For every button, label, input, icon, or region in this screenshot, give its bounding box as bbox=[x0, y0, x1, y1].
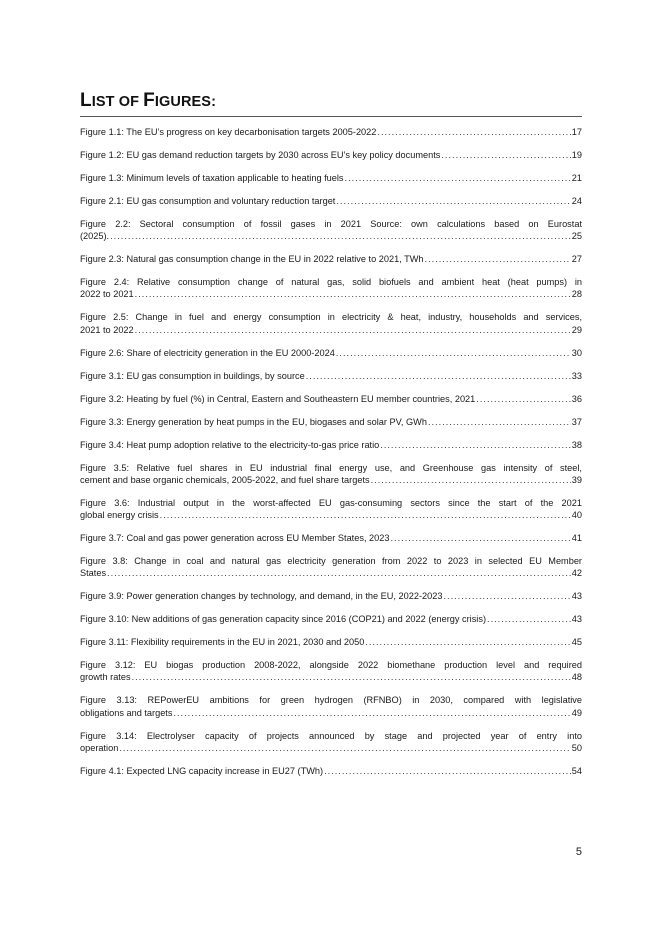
toc-entry-title-line2: States bbox=[80, 568, 107, 579]
toc-entry[interactable] bbox=[80, 126, 582, 138]
toc-entry-title-line2: 2021 to 2022 bbox=[80, 324, 134, 335]
toc-entry[interactable] bbox=[80, 765, 582, 777]
dot-leader bbox=[345, 172, 571, 184]
dot-leader bbox=[371, 474, 571, 486]
toc-entry[interactable] bbox=[80, 347, 582, 359]
toc-entry[interactable] bbox=[80, 311, 582, 335]
toc-entry-title-line1: Figure 2.5: Change in fuel and energy consumption in electricity & heat, industry, households and services, bbox=[80, 312, 582, 323]
toc-entry-page: 49 bbox=[571, 707, 582, 718]
toc-entry-page: 24 bbox=[571, 196, 582, 206]
toc-entry-page: 43 bbox=[571, 591, 582, 602]
toc-entry-title: Figure 1.2: EU gas demand reduction targets by 2030 across EU’s key policy documents bbox=[80, 150, 441, 160]
dot-leader bbox=[324, 765, 571, 777]
dot-leader bbox=[476, 393, 570, 405]
toc-entry-page: 17 bbox=[571, 127, 582, 137]
toc-entry-title: Figure 3.9: Power generation changes by technology, and demand, in the EU, 2022-2023 bbox=[80, 591, 443, 602]
dot-leader bbox=[336, 347, 571, 359]
toc-entry-title-line1: Figure 3.12: EU biogas production 2008-2022, alongside 2022 biomethane production level and required bbox=[80, 660, 582, 671]
toc-entry-title: Figure 3.3: Energy generation by heat pumps in the EU, biogases and solar PV, GWh bbox=[80, 416, 427, 427]
toc-entry-title: Figure 1.1: The EU’s progress on key decarbonisation targets 2005-2022 bbox=[80, 127, 377, 137]
dot-leader bbox=[306, 370, 571, 382]
toc-entry[interactable] bbox=[80, 439, 582, 451]
toc-entry-title-line2: growth rates bbox=[80, 672, 131, 683]
toc-entry-title-line1: Figure 2.4: Relative consumption change of natural gas, solid biofuels and ambient heat (heat pumps) in bbox=[80, 277, 582, 288]
toc-entry[interactable] bbox=[80, 497, 582, 521]
toc-entry[interactable] bbox=[80, 149, 582, 161]
toc-entry-title: Figure 3.2: Heating by fuel (%) in Central, Eastern and Southeastern EU member countries, 2021 bbox=[80, 393, 476, 404]
toc-entry[interactable] bbox=[80, 555, 582, 579]
dot-leader bbox=[441, 149, 570, 161]
toc-entry[interactable] bbox=[80, 694, 582, 718]
toc-entry-page: 28 bbox=[571, 289, 582, 300]
dot-leader bbox=[443, 590, 570, 602]
toc-entry-page: 38 bbox=[571, 439, 582, 450]
dot-leader bbox=[428, 416, 571, 428]
dot-leader bbox=[380, 439, 571, 451]
dot-leader bbox=[487, 613, 571, 625]
toc-entry-title: Figure 1.3: Minimum levels of taxation applicable to heating fuels bbox=[80, 173, 344, 183]
toc-entry-title-line1: Figure 3.13: REPowerEU ambitions for green hydrogen (RFNBO) in 2030, compared with legislative bbox=[80, 695, 582, 706]
dot-leader bbox=[390, 532, 570, 544]
toc-entry-page: 40 bbox=[571, 510, 582, 521]
toc-entry[interactable] bbox=[80, 532, 582, 544]
toc-entry-page: 42 bbox=[571, 568, 582, 579]
title-underline bbox=[80, 116, 582, 117]
toc-entry-title: Figure 2.1: EU gas consumption and voluntary reduction target bbox=[80, 196, 336, 206]
toc-entry-page: 39 bbox=[571, 474, 582, 485]
toc-entry-title: Figure 2.6: Share of electricity generation in the EU 2000-2024 bbox=[80, 347, 335, 358]
toc-entry[interactable] bbox=[80, 393, 582, 405]
toc-entry[interactable] bbox=[80, 730, 582, 754]
toc-entry-page: 33 bbox=[571, 370, 582, 381]
toc-entry-title-line2: 2022 to 2021 bbox=[80, 289, 134, 300]
toc-entry[interactable] bbox=[80, 172, 582, 184]
dot-leader bbox=[173, 707, 570, 719]
toc-entry-title-line1: Figure 3.14: Electrolyser capacity of projects announced by stage and projected year of entry into bbox=[80, 730, 582, 741]
list-of-figures bbox=[80, 126, 582, 788]
toc-entry-title: Figure 3.1: EU gas consumption in buildings, by source bbox=[80, 370, 305, 381]
toc-entry-title-line1: Figure 3.6: Industrial output in the worst-affected EU gas-consuming sectors since the start of the 2021 bbox=[80, 497, 582, 508]
toc-entry-page: 29 bbox=[571, 324, 582, 335]
toc-entry-title: Figure 3.11: Flexibility requirements in the EU in 2021, 2030 and 2050 bbox=[80, 637, 365, 648]
toc-entry-page: 25 bbox=[571, 231, 582, 242]
toc-entry-page: 27 bbox=[571, 254, 582, 265]
toc-entry[interactable] bbox=[80, 195, 582, 207]
dot-leader bbox=[135, 324, 571, 336]
toc-entry-title-line2: (2025). bbox=[80, 231, 110, 242]
dot-leader bbox=[107, 567, 571, 579]
dot-leader bbox=[110, 230, 571, 242]
toc-entry-title-line2: cement and base organic chemicals, 2005-2022, and fuel share targets bbox=[80, 474, 370, 485]
title-initial-f: F bbox=[143, 90, 155, 111]
toc-entry-title: Figure 2.3: Natural gas consumption change in the EU in 2022 relative to 2021, TWh bbox=[80, 254, 424, 265]
toc-entry[interactable] bbox=[80, 590, 582, 602]
toc-entry[interactable] bbox=[80, 253, 582, 265]
toc-entry-page: 48 bbox=[571, 672, 582, 683]
toc-entry-page: 21 bbox=[571, 173, 582, 183]
title-part-igures: IGURES: bbox=[154, 94, 217, 110]
toc-entry-page: 50 bbox=[571, 742, 582, 753]
toc-entry-title-line2: obligations and targets bbox=[80, 707, 173, 718]
page-number: 5 bbox=[575, 846, 582, 858]
dot-leader bbox=[425, 253, 571, 265]
dot-leader bbox=[365, 636, 570, 648]
toc-entry-title: Figure 3.7: Coal and gas power generation across EU Member States, 2023 bbox=[80, 533, 390, 544]
toc-entry[interactable] bbox=[80, 370, 582, 382]
toc-entry-title: Figure 3.4: Heat pump adoption relative to the electricity-to-gas price ratio bbox=[80, 439, 380, 450]
toc-entry-title-line1: Figure 3.8: Change in coal and natural gas electricity generation from 2022 to 2023 in selected EU Member bbox=[80, 556, 582, 567]
toc-entry-page: 30 bbox=[571, 347, 582, 358]
page-title bbox=[80, 90, 582, 112]
toc-entry[interactable] bbox=[80, 276, 582, 300]
title-part-ist-of: IST OF bbox=[91, 94, 144, 110]
toc-entry[interactable] bbox=[80, 613, 582, 625]
toc-entry-title-line2: global energy crisis bbox=[80, 510, 159, 521]
toc-entry[interactable] bbox=[80, 416, 582, 428]
dot-leader bbox=[160, 509, 571, 521]
toc-entry[interactable] bbox=[80, 659, 582, 683]
toc-entry-page: 54 bbox=[571, 765, 582, 776]
dot-leader bbox=[132, 671, 571, 683]
toc-entry-title-line1: Figure 2.2: Sectoral consumption of fossil gases in 2021 Source: own calculations based on Eurostat bbox=[80, 219, 582, 229]
toc-entry-page: 19 bbox=[571, 150, 582, 160]
toc-entry-page: 43 bbox=[571, 614, 582, 625]
toc-entry-page: 37 bbox=[571, 416, 582, 427]
toc-entry[interactable] bbox=[80, 636, 582, 648]
toc-entry-page: 41 bbox=[571, 533, 582, 544]
dot-leader bbox=[135, 288, 571, 300]
toc-entry-page: 45 bbox=[571, 637, 582, 648]
toc-entry[interactable] bbox=[80, 218, 582, 242]
toc-entry-title: Figure 3.10: New additions of gas generation capacity since 2016 (COP21) and 2022 (energy crisis) bbox=[80, 614, 487, 625]
toc-entry[interactable] bbox=[80, 462, 582, 486]
dot-leader bbox=[377, 126, 570, 138]
title-initial-l: L bbox=[80, 90, 92, 111]
dot-leader bbox=[336, 195, 570, 207]
toc-entry-title-line1: Figure 3.5: Relative fuel shares in EU industrial final energy use, and Greenhouse gas intensity of steel, bbox=[80, 462, 582, 473]
toc-entry-title-line2: operation bbox=[80, 742, 119, 753]
toc-entry-page: 36 bbox=[571, 393, 582, 404]
toc-entry-title: Figure 4.1: Expected LNG capacity increase in EU27 (TWh) bbox=[80, 765, 324, 776]
dot-leader bbox=[119, 742, 570, 754]
